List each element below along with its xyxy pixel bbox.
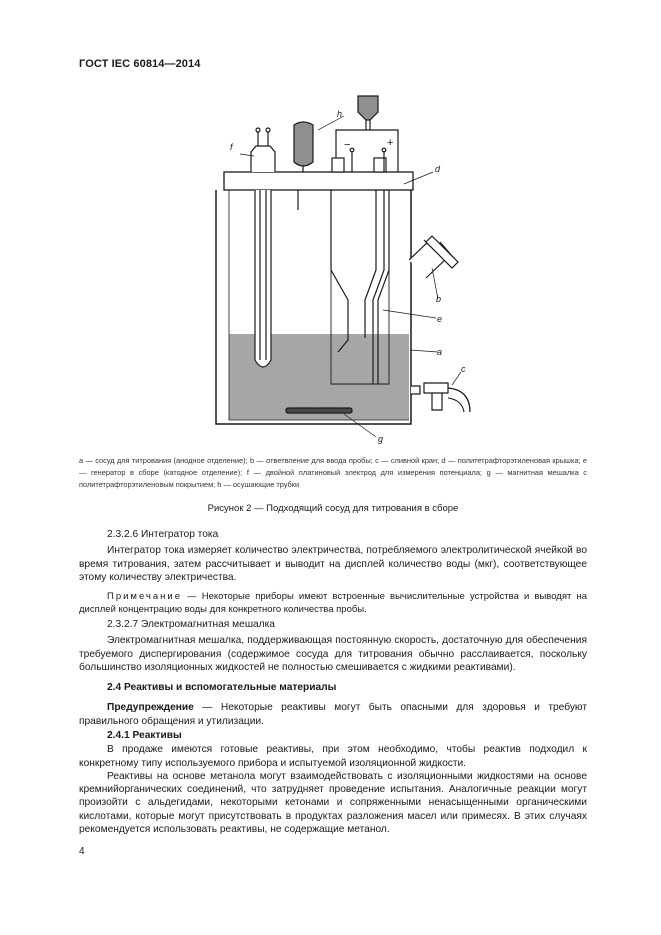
- label-e: e: [437, 314, 443, 324]
- label-g: g: [378, 434, 384, 444]
- platinum-electrode: [251, 146, 275, 172]
- section-2-4-1: [79, 729, 587, 836]
- note-label: Примечание: [107, 591, 182, 603]
- paragraph: Электромагнитная мешалка, поддерживающая постоянную скорость, достаточную для обеспечения требуемого диспергирования (содержимое сосуда для титрования обычно расслаивается, поскольку большинство изоляционных жидкостей не полностью смешивается с жидкими реактивами).: [79, 635, 587, 673]
- label-h: h: [337, 109, 343, 119]
- figure-caption: Рисунок 2 — Подходящий сосуд для титрования в сборе: [207, 503, 459, 514]
- drain-tap: [411, 386, 420, 394]
- section-2-3-2-7: [79, 618, 587, 674]
- ptfe-lid: [224, 172, 413, 190]
- section-heading: 2.4 Реактивы и вспомогательные материалы: [107, 682, 337, 693]
- magnetic-stirrer: [286, 408, 352, 413]
- note-paragraph: [79, 591, 587, 616]
- section-heading: 2.3.2.7 Электромагнитная мешалка: [107, 619, 275, 630]
- paragraph: В продаже имеются готовые реактивы, при этом необходимо, чтобы реактив подходил к конкретному типу используемого прибора и испытуемой изоляционной жидкости.: [79, 744, 587, 769]
- drying-tube-left: [294, 122, 313, 166]
- paragraph: Реактивы на основе метанола могут взаимодействовать с изоляционными жидкостями на основе кремнийорганических соединений, что затрудняет проведение испытания. Аналогичные реакции могут произойти с альдегидами, некоторыми кетонами и сопряженными ненасыщенными органическими кислотами, которые могут присутствовать в продуктах разложения масел или примесях. В этих случаях рекомендуется использовать реактивы, не содержащие метанол.: [79, 770, 587, 836]
- section-2-4: [79, 681, 587, 728]
- note-text: — Некоторые приборы имеют встроенные вычислительные устройства и выводят на дисплей концентрацию воды для конкретного количества пробы.: [79, 591, 587, 615]
- label-c: c: [461, 364, 466, 374]
- figure-legend: a — сосуд для титрования (анодное отделение); b — ответвление для ввода пробы; c — сливной кран; d — политетрафторэтиленовая крышка; e — генератор в сборе (катодное отделение); f — двойной платиновый электрод для измерения потенциала; g — магнитная мешалка с политетрафторэтиленовым покрытием; h — осушающие трубки: [79, 456, 587, 489]
- section-2-3-2-6: [79, 528, 587, 616]
- generator-assembly: [331, 190, 348, 352]
- titration-vessel-figure: [0, 85, 661, 445]
- label-plus: +: [387, 137, 394, 149]
- section-heading: 2.3.2.6 Интегратор тока: [107, 529, 219, 540]
- paragraph: Интегратор тока измеряет количество электричества, потребляемого электролитической ячейкой во время титрования, затем рассчитывает и выводит на дисплей количество воды (мкг), соответствующее этому количеству электричества.: [79, 545, 587, 583]
- label-d: d: [435, 164, 441, 174]
- vessel-drawing: [0, 85, 661, 445]
- warning-label: Предупреждение: [107, 702, 194, 714]
- label-b: b: [436, 294, 442, 304]
- label-a: a: [437, 347, 443, 357]
- warning-paragraph: [79, 701, 587, 728]
- label-f: f: [230, 142, 233, 152]
- label-minus: −: [344, 139, 351, 151]
- page-number: 4: [79, 846, 85, 857]
- section-heading: 2.4.1 Реактивы: [107, 730, 182, 741]
- document-header: ГОСТ IEC 60814—2014: [79, 58, 201, 70]
- warning-text: — Некоторые реактивы могут быть опасными для здоровья и требуют правильного обращения и утилизации.: [79, 702, 587, 727]
- drying-tube-right: [358, 96, 378, 120]
